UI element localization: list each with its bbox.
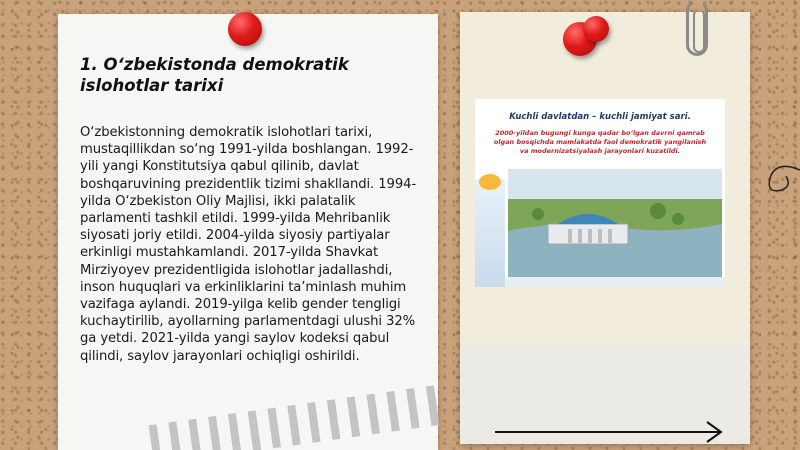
speech-bubble-icon xyxy=(479,174,501,190)
left-paper-card xyxy=(58,14,438,450)
pushpin-icon xyxy=(228,12,262,46)
paperclip-icon xyxy=(686,0,708,56)
slide-heading: 1. O‘zbekistonda demokratik islohotlar tarixi xyxy=(80,55,349,95)
image-caption-text: 2000-yildan bugungi kunga qadar bo‘lgan davrni qamrab olgan bosqichda mamlakatda faol demokratik yangilanish va modernizatsiyalash jarayonlari kuzatildi. xyxy=(493,129,707,155)
arrow-right-icon xyxy=(495,420,725,444)
image-side-panel xyxy=(475,179,505,287)
image-caption-title: Kuchli davlatdan – kuchli jamiyat sari. xyxy=(509,112,691,122)
pushpin-icon xyxy=(583,16,609,42)
parliament-building-photo xyxy=(508,169,722,277)
slide-body-text: O‘zbekistonning demokratik islohotlari tarixi, mustaqillikdan so‘ng 1991-yilda boshlangan. 1992-yili yangi Konstitutsiya qabul qilinib, davlat boshqaruvining prezidentlik tizimi shakllandi. 1994-yilda O‘zbekiston Oliy Majlisi, ikki palatalik parlamenti tashkil etildi. 1999-yilda Mehribanlik siyosati joriy etildi. 2004-yilda siyosiy partiyalar erkinligi mustahkamlandi. 2017-yilda Shavkat Mirziyoyev prezidentligida islohotlar jadallashdi, inson huquqlari va erkinliklarini ta’minlash muhim vazifaga aylandi. 2019-yilga kelib gender tengligi kuchaytirilib, ayollarning parlamentdagi ulushi 32% ga yetdi. 2021-yilda yangi saylov kodeksi qabul qilindi, saylov jarayonlari ochiqligi oshirildi. xyxy=(80,125,417,364)
illustration-image xyxy=(475,99,725,287)
squiggle-decoration xyxy=(756,150,800,210)
image-footer-strip xyxy=(505,277,725,287)
parliament-building-drawing xyxy=(508,169,722,277)
